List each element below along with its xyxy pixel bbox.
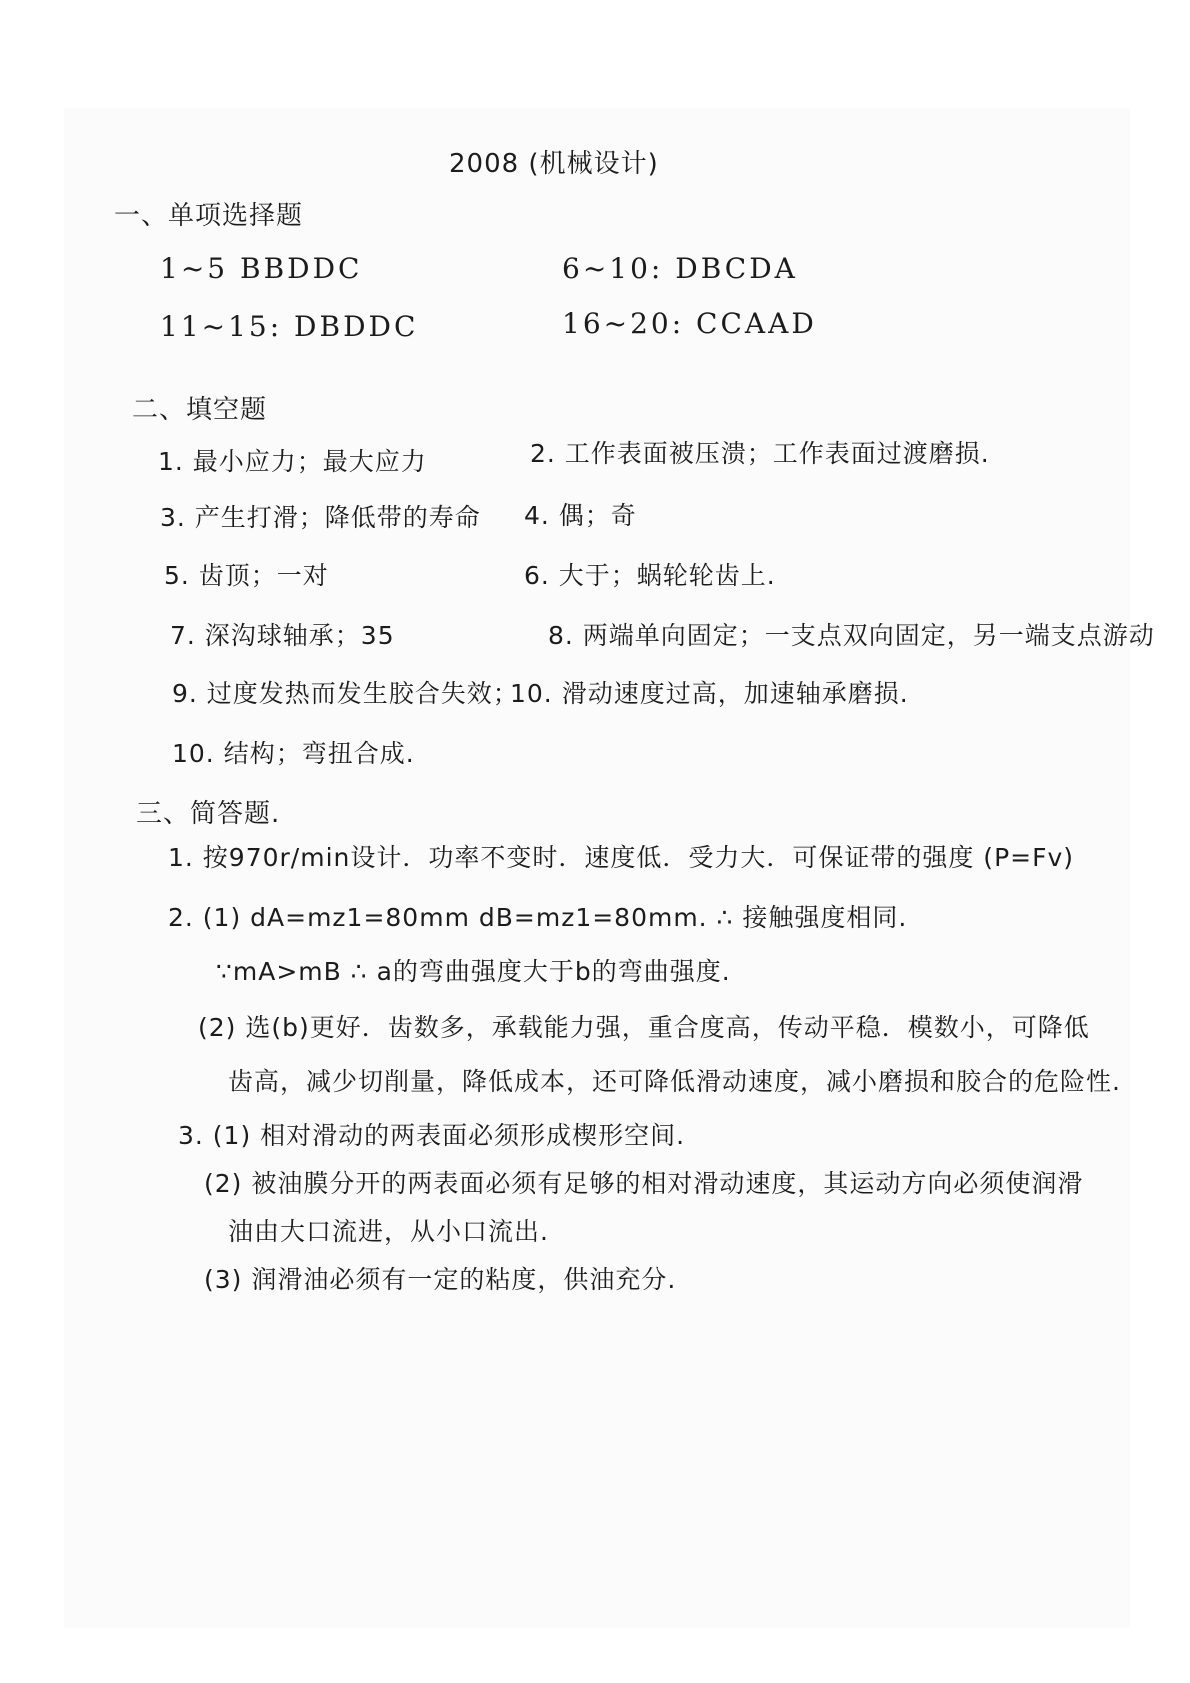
fill-item-5: 5. 齿顶；一对 [164,561,329,590]
answer-3-2-2a: (2) 选(b)更好．齿数多，承载能力强，重合度高，传动平稳．模数小，可降低 [198,1013,1090,1042]
answer-3-2-2b: 齿高，减少切削量，降低成本，还可降低滑动速度，减小磨损和胶合的危险性. [228,1067,1121,1096]
answer-6-10: 6~10: DBCDA [562,252,798,285]
answer-16-20: 16~20: CCAAD [562,307,817,340]
answer-11-15: 11~15: DBDDC [160,310,419,343]
answer-3-3-1: 3. (1) 相对滑动的两表面必须形成楔形空间. [178,1121,686,1150]
section3-heading: 三、简答题. [136,799,281,829]
page-title: 2008 (机械设计) [449,149,659,179]
answer-3-3-2a: (2) 被油膜分开的两表面必须有足够的相对滑动速度，其运动方向必须使润滑 [204,1169,1084,1198]
fill-item-1: 1. 最小应力；最大应力 [158,447,427,476]
fill-item-2: 2. 工作表面被压溃；工作表面过渡磨损. [530,439,990,468]
fill-item-8: 8. 两端单向固定；一支点双向固定，另一端支点游动 [548,621,1155,650]
answer-3-3-2b: 油由大口流进，从小口流出. [228,1217,549,1246]
answer-3-3-3: (3) 润滑油必须有一定的粘度，供油充分. [204,1265,677,1294]
section2-heading: 二、填空题 [132,395,268,425]
fill-item-9: 9. 过度发热而发生胶合失效； [172,679,519,708]
fill-item-3: 3. 产生打滑；降低带的寿命 [160,503,481,532]
answer-3-2-1: 2. (1) dA=mz1=80mm dB=mz1=80mm. ∴ 接触强度相同. [168,903,908,932]
answer-1-5: 1~5 BBDDC [160,252,363,285]
fill-item-10b: 10. 结构；弯扭合成. [172,739,415,768]
section1-heading: 一、单项选择题 [114,201,304,231]
answer-3-1: 1. 按970r/min设计．功率不变时．速度低．受力大．可保证带的强度 (P=Fv) [168,843,1075,872]
answer-3-2-1b: ∵mA>mB ∴ a的弯曲强度大于b的弯曲强度. [216,957,731,986]
fill-item-6: 6. 大于；蜗轮轮齿上. [524,561,776,590]
fill-item-7: 7. 深沟球轴承；35 [170,621,395,650]
fill-item-4: 4. 偶；奇 [524,501,637,530]
fill-item-10a: 10. 滑动速度过高，加速轴承磨损. [510,679,909,708]
answer-sheet [64,108,1155,1628]
